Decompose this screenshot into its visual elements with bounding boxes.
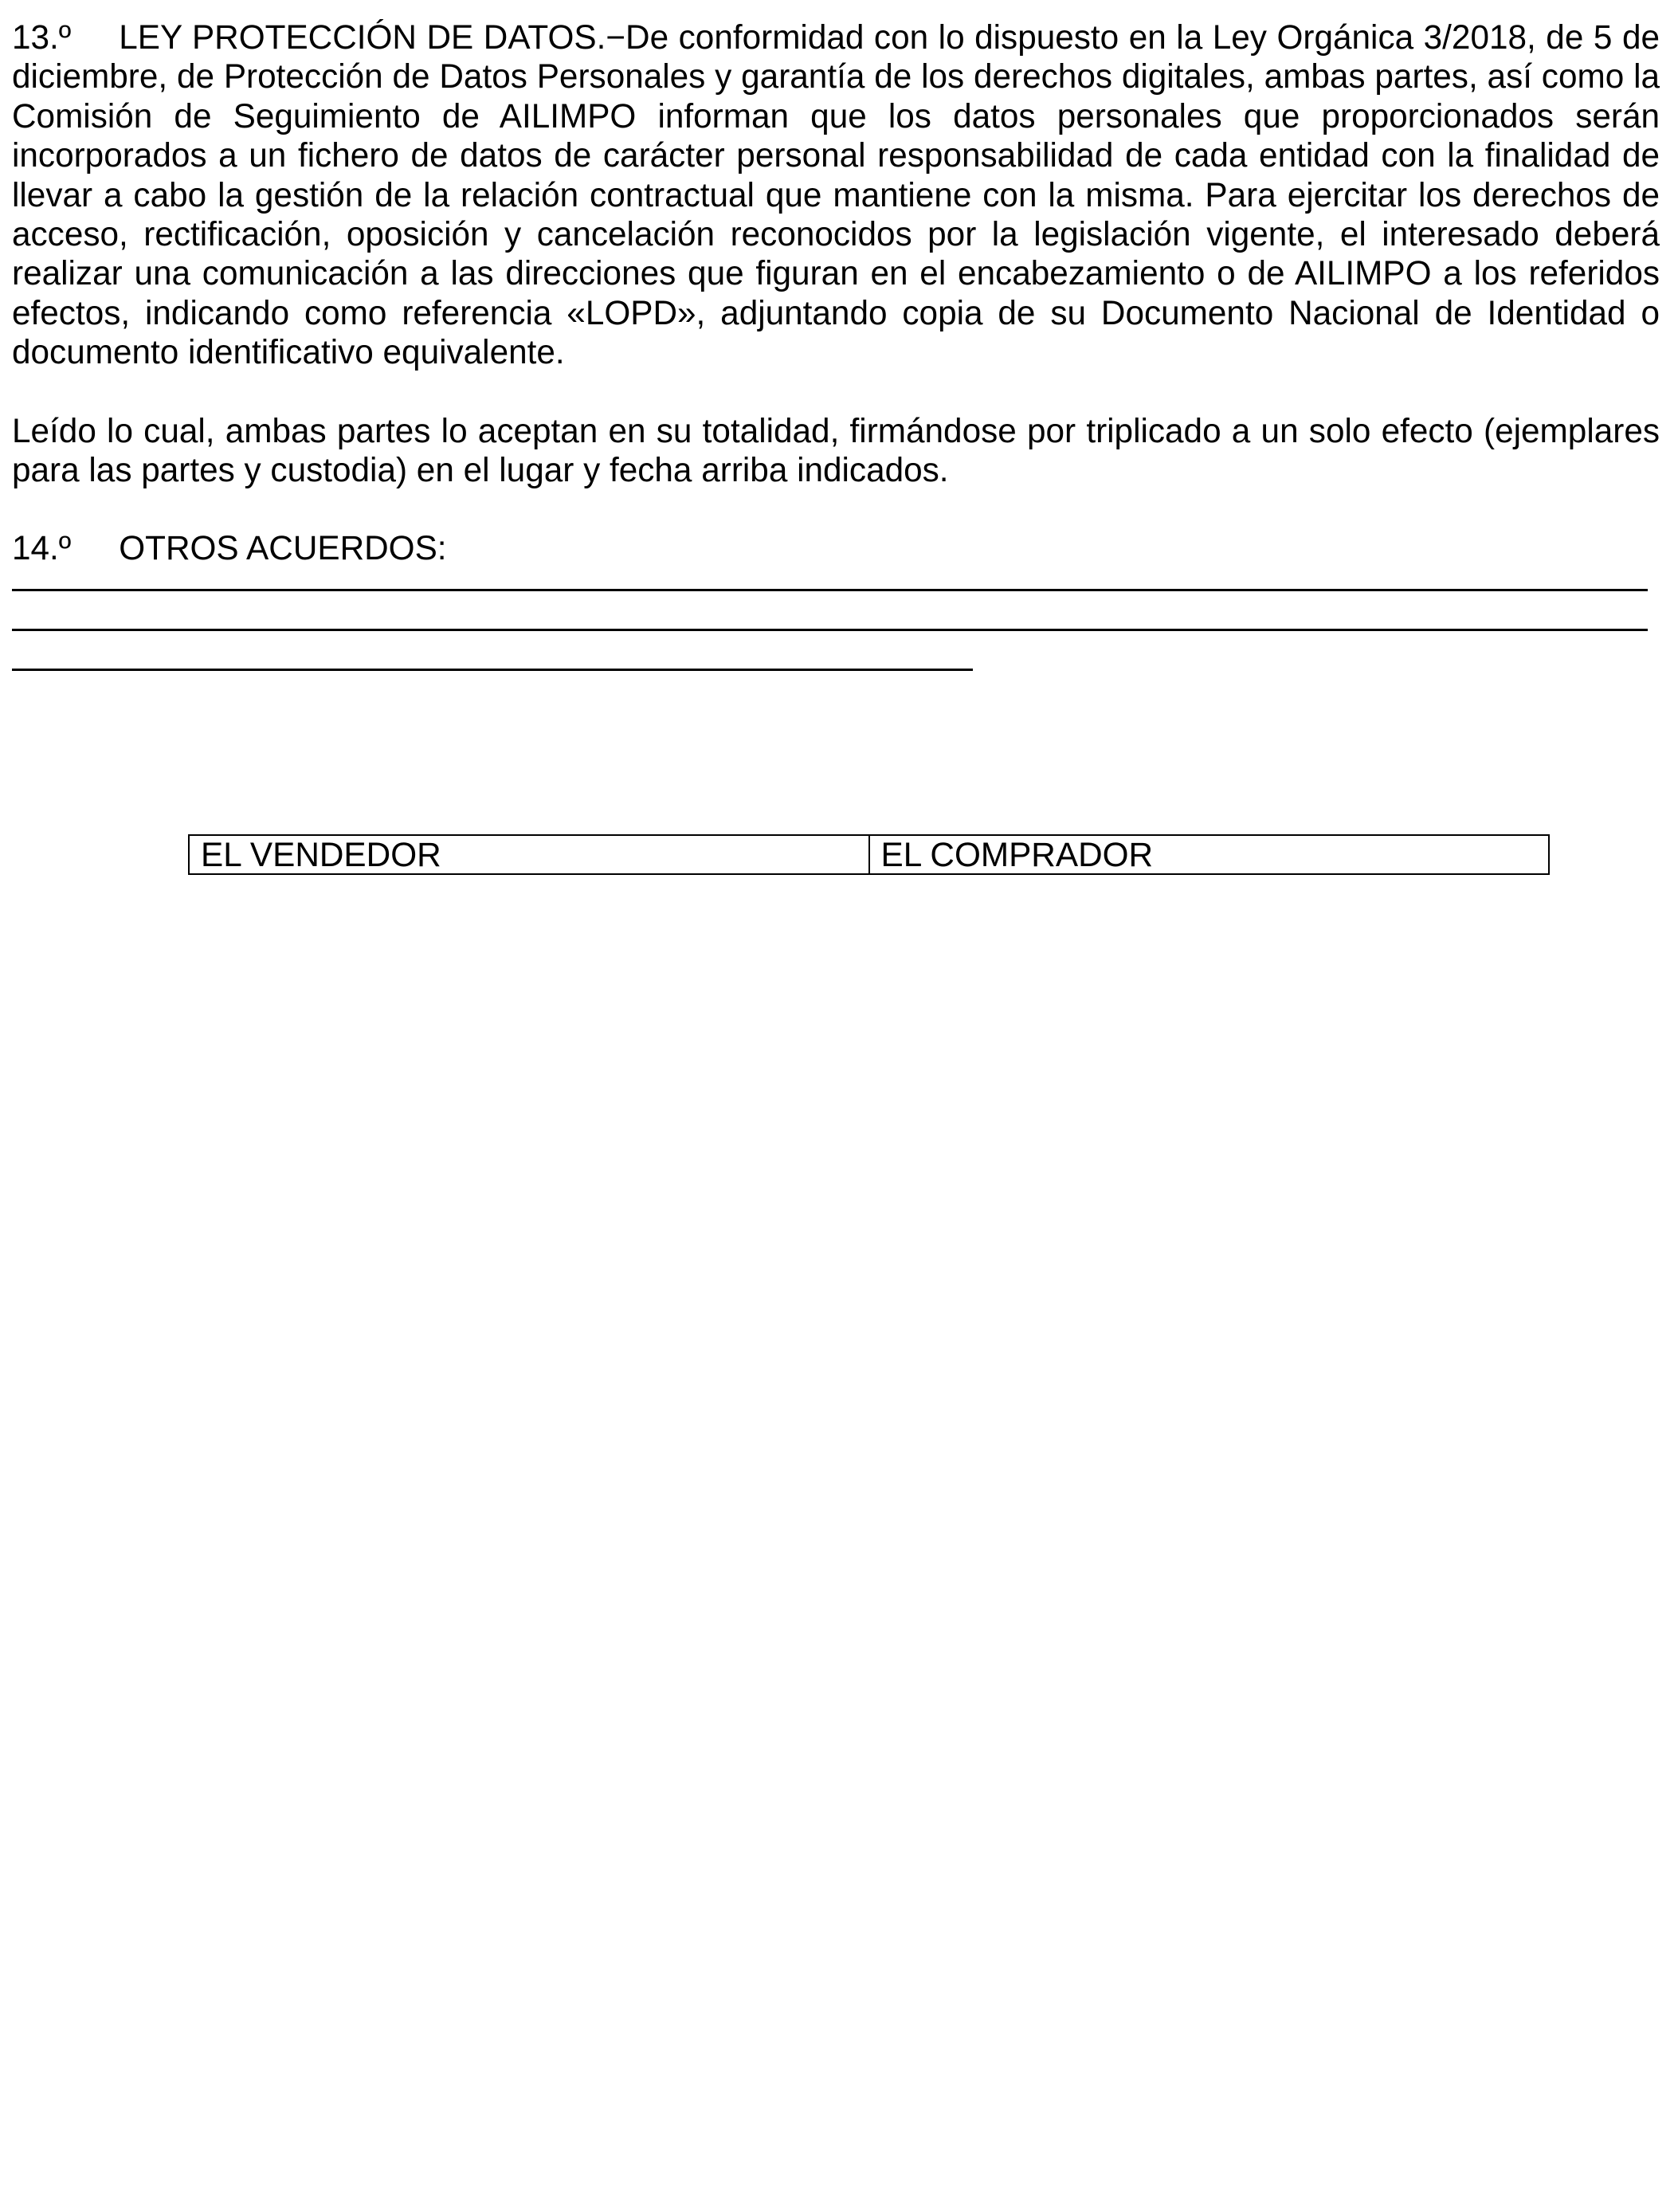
closing-paragraph: Leído lo cual, ambas partes lo aceptan en su totalidad, firmándose por triplicado a un solo efecto (ejemplares para las partes y custodia) en el lugar y fecha arriba indicados. — [12, 411, 1660, 489]
clause-14-heading — [12, 528, 1660, 567]
signature-table — [188, 834, 1550, 875]
other-agreements-line-3 — [12, 669, 973, 671]
other-agreements-line-2 — [12, 629, 1648, 631]
document-page — [12, 18, 1660, 568]
other-agreements-line-1 — [12, 589, 1648, 591]
clause-13-number: 13.º — [12, 18, 72, 56]
clause-14-number: 14.º — [12, 529, 72, 567]
clause-14-title: OTROS ACUERDOS: — [119, 529, 447, 567]
clause-13-text: LEY PROTECCIÓN DE DATOS.−De conformidad con lo dispuesto en la Ley Orgánica 3/2018, de 5 de diciembre, de Protección de Datos Personales y garantía de los derechos digitales, ambas partes, así como la Comisión de Seguimiento de AILIMPO informan que los datos personales que proporcionados serán incorporados a un fichero de datos de carácter personal responsabilidad de cada entidad con la finalidad de llevar a cabo la gestión de la relación contractual que mantiene con la misma. Para ejercitar los derechos de acceso, rectificación, oposición y cancelación reconocidos por la legislación vigente, el interesado deberá realizar una comunicación a las direcciones que figuran en el encabezamiento o de AILIMPO a los referidos efectos, indicando como referencia «LOPD», adjuntando copia de su Documento Nacional de Identidad o documento identificativo equivalente. — [12, 18, 1660, 371]
seller-signature-cell: EL VENDEDOR — [201, 836, 441, 873]
buyer-signature-cell: EL COMPRADOR — [868, 836, 1549, 873]
clause-13-paragraph — [12, 18, 1660, 372]
